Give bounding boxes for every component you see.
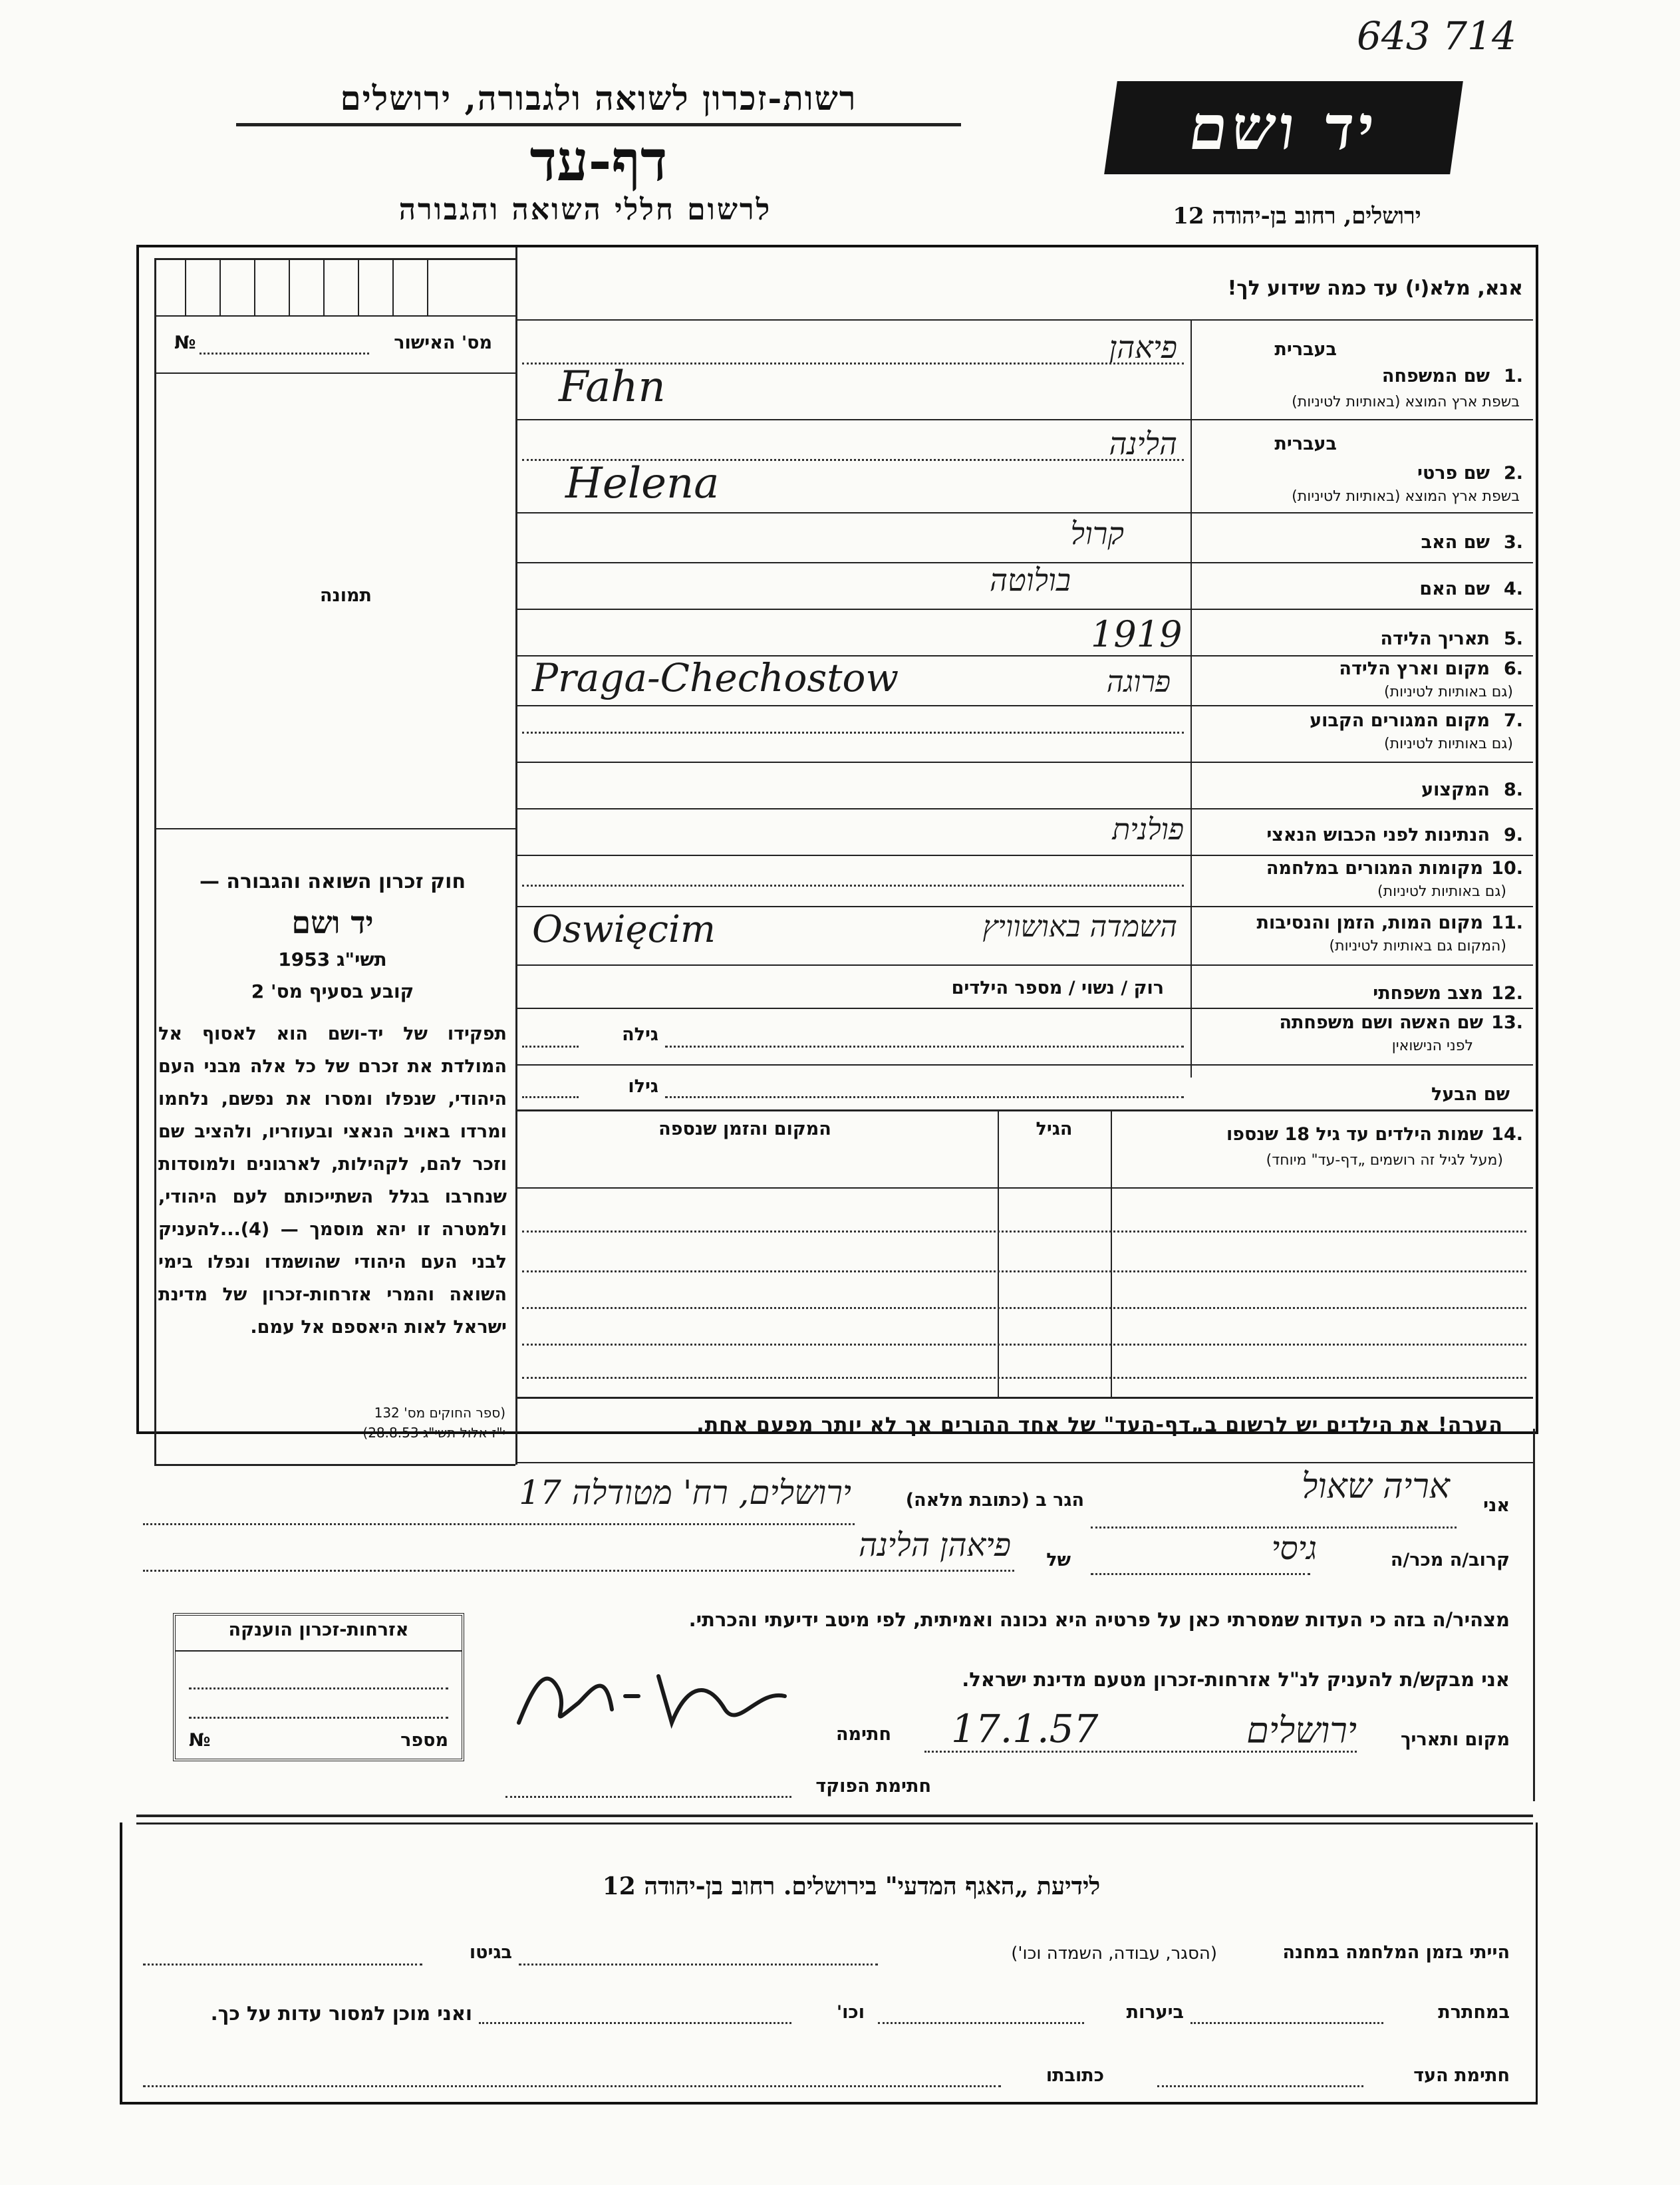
children-age-header: הגיל [1036, 1119, 1073, 1139]
field-14-number: 14. [1491, 1124, 1523, 1145]
field-9-number: 9. [1503, 825, 1523, 845]
husband-name-label: שם הבעל [1431, 1084, 1510, 1105]
field-12-label: מצב משפחתי [1373, 983, 1483, 1004]
archive-number: 643 714 [1357, 13, 1516, 59]
field-2-lang: בעברית [1274, 434, 1337, 454]
field-2-sub: בשפת ארץ המוצא (באותיות לטיניות) [1292, 488, 1520, 505]
form-instruction: אנא, מלא(י) עד כמה שידוע לך! [1227, 277, 1523, 300]
law-year: תשי"ג 1953 [278, 948, 387, 970]
approval-number-sign: № [174, 333, 196, 353]
field-1-label: שם המשפחה [1381, 366, 1490, 386]
form-subtitle: לרשום חללי השואה והגבורה [398, 193, 772, 227]
field-1-sub: בשפת ארץ המוצא (באותיות לטיניות) [1292, 394, 1520, 410]
field-12-options[interactable]: רוק / נשוי / מספר הילדים [951, 978, 1164, 998]
declaration-resides-label: הגר ב (כתובת מלאה) [905, 1490, 1084, 1511]
field-12-number: 12. [1491, 983, 1523, 1004]
official-signature-label: חתימת הפוקד [815, 1776, 931, 1797]
field-4-label: שם האם [1419, 579, 1490, 599]
citizenship-stamp-box [173, 1613, 464, 1761]
field-11-value-latin[interactable]: Oswięcim [532, 908, 716, 951]
place-value[interactable]: ירושלים [1246, 1709, 1357, 1751]
field-11-number: 11. [1491, 913, 1523, 933]
field-11-value-hebrew[interactable]: השמדה באושוויץ [982, 910, 1177, 944]
field-8-label: המקצוע [1421, 780, 1490, 800]
approval-label: מס' האישור [394, 333, 492, 353]
field-10-sub: (גם באותיות לטיניות) [1377, 883, 1506, 900]
section-divider [136, 1815, 1533, 1817]
footer-camp-types: (הסגר, עבודה, השמדה וכו') [1011, 1944, 1217, 1964]
footer-address-label: כתובתו [1046, 2065, 1104, 2086]
field-4-value[interactable]: בולוטה [990, 562, 1071, 598]
declaration-address[interactable]: ירושלים, רח' מטודלה 17 [519, 1473, 851, 1512]
footer-title: לידיעת „האגף המדעי" בירושלים. רחוב בן-יהודה 12 [602, 1872, 1101, 1900]
field-5-number: 5. [1503, 629, 1523, 649]
footer-forests-label: ביערות [1126, 2002, 1184, 2023]
stamp-box-number-sign: № [189, 1730, 211, 1751]
label-column-divider [1190, 319, 1192, 1078]
footer-underground-label: במחתרת [1438, 2002, 1510, 2023]
field-1-number: 1. [1503, 366, 1523, 386]
footer-testimony-statement: ואני מוכן למסור עדות על כך. [210, 2002, 472, 2025]
field-1-value-hebrew[interactable]: פיאהן [1109, 329, 1177, 365]
field-13-sub: לפני הנישואין [1391, 1038, 1473, 1054]
logo-text: יד ושם [1185, 92, 1383, 164]
field-5-label: תאריך הלידה [1380, 629, 1490, 649]
field-4-number: 4. [1503, 579, 1523, 599]
footer-camp-label: הייתי בזמן המלחמה במחנה [1282, 1942, 1510, 1963]
stamp-box-title: אזרחות-זכרון הוענקה [228, 1620, 409, 1640]
law-title: חוק זכרון השואה והגבורה — [199, 870, 466, 893]
field-2-number: 2. [1503, 463, 1523, 484]
field-7-number: 7. [1503, 710, 1523, 731]
field-1-lang: בעברית [1274, 339, 1337, 360]
field-11-label: מקום המות, הזמן והנסיבות [1256, 913, 1483, 933]
law-ref2: י"ז אלול תשי"ג 28.8.53) [362, 1425, 505, 1441]
field-2-value-hebrew[interactable]: הלינה [1109, 426, 1177, 462]
law-body: תפקידו של יד-ושם הוא לאסוף אל המולדת את זכרם של כל אלה מבני העם היהודי, שנפלו ומסרו את נפשם, נלחמו ומרדו באויב הנאצי ובעוזריו, ולהציב שם וזכר להם, לקהילות, לארגונים ולמוסדות שנחרבו בגלל השתייכותם לעם היהודי, ולמטרה זו יהא מוסמך — (4)...להעניק לבני העם היהודי שהושמדו ונפלו בימי השואה והמרי אזרחות-זכרון של מדינת ישראל לאות היאספם אל עמם. [158, 1024, 507, 1338]
field-9-label: הנתינות לפני הכבוש הנאצי [1266, 825, 1490, 845]
field-11-sub: (המקום גם באותיות לטיניות) [1329, 938, 1506, 954]
date-value[interactable]: 17.1.57 [951, 1706, 1099, 1751]
field-10-label: מקומות המגורים במלחמה [1266, 858, 1483, 879]
signature-mark [505, 1650, 798, 1749]
field-13-number: 13. [1491, 1012, 1523, 1033]
children-col-divider-1 [1111, 1109, 1112, 1397]
field-6-value-hebrew[interactable]: פרוגה [1106, 665, 1171, 699]
of-value[interactable]: פיאהן הלינה [858, 1527, 1011, 1564]
stamp-box-number-label: מספר [400, 1730, 448, 1751]
law-section: קובע בסעיף מס' 2 [251, 980, 414, 1002]
of-label: של [1046, 1550, 1071, 1570]
signature-label: חתימה [835, 1724, 891, 1745]
field-6-value-latin[interactable]: Praga-Chechostow [532, 655, 899, 700]
relative-value[interactable]: גיסי [1271, 1530, 1317, 1567]
header-address: ירושלים, רחוב בן-יהודה 12 [1173, 203, 1421, 229]
children-col-divider-2 [998, 1109, 999, 1397]
children-place-header: המקום והזמן שנספה [658, 1119, 831, 1139]
field-6-sub: (גם באותיות לטיניות) [1384, 684, 1513, 700]
citizenship-request: אני מבקש/ת להעניק לנ"ל אזרחות-זכרון מטעם מדינת ישראל. [962, 1668, 1510, 1691]
footer-witness-signature-label: חתימת העד [1413, 2065, 1510, 2086]
field-10-number: 10. [1491, 858, 1523, 879]
field-5-value[interactable]: 1919 [1091, 613, 1183, 655]
place-date-label: מקום ותאריך [1400, 1729, 1510, 1750]
children-note: הערה! את הילדים יש לרשום ב„דף-העד" של אחד ההורים אך לא יותר מפעם אחת. [696, 1413, 1503, 1437]
wife-age-label: גילה [622, 1024, 658, 1045]
law-ref1: (ספר החוקים מס' 132 [374, 1405, 505, 1421]
footer-etc-label: וכו' [836, 2002, 865, 2023]
husband-age-label: גילו [628, 1076, 658, 1097]
declaration-right-border [1533, 1429, 1535, 1801]
field-2-value-latin[interactable]: Helena [565, 459, 720, 508]
field-6-number: 6. [1503, 658, 1523, 679]
field-3-number: 3. [1503, 532, 1523, 553]
authority-underline [236, 123, 961, 126]
tick-strip [178, 258, 444, 315]
field-3-value[interactable]: קרול [1070, 515, 1124, 551]
field-1-value-latin[interactable]: Fahn [559, 363, 666, 412]
field-13-label: שם האשה ושם משפחתה [1279, 1012, 1483, 1033]
field-14-label: שמות הילדים עד גיל 18 שנספו [1226, 1124, 1483, 1145]
field-8-number: 8. [1503, 780, 1523, 800]
attestation: מצהיר/ה בזה כי העדות שמסרתי כאן על פרטיה היא נכונה ואמיתית, לפי מיטב ידיעתי והכרתי. [688, 1608, 1510, 1631]
field-7-label: מקום המגורים הקבוע [1310, 710, 1490, 731]
field-6-label: מקום וארץ הלידה [1339, 658, 1490, 679]
left-column-border [515, 247, 517, 1465]
law-name: יד ושם [291, 905, 374, 941]
declaration-i-label: אני [1483, 1495, 1510, 1516]
authority-heading: רשות-זכרון לשואה ולגבורה, ירושלים [340, 78, 857, 118]
declaration-name[interactable]: אריה שאול [1301, 1467, 1450, 1507]
footer-ghetto-label: בגיטו [469, 1942, 512, 1963]
photo-label: תמונה [319, 585, 372, 606]
field-3-label: שם האב [1421, 532, 1490, 553]
relative-label: קרוב/ה מכר/ה [1390, 1550, 1510, 1570]
field-14-sub: (מעל לגיל זה רושמים „דף-עד" מיוחד) [1266, 1152, 1503, 1169]
field-2-label: שם פרטי [1417, 463, 1490, 484]
yad-vashem-logo [1104, 81, 1463, 174]
form-title: דף-עד [529, 128, 668, 194]
field-7-sub: (גם באותיות לטיניות) [1384, 736, 1513, 752]
field-9-value[interactable]: פולנית [1112, 813, 1184, 847]
